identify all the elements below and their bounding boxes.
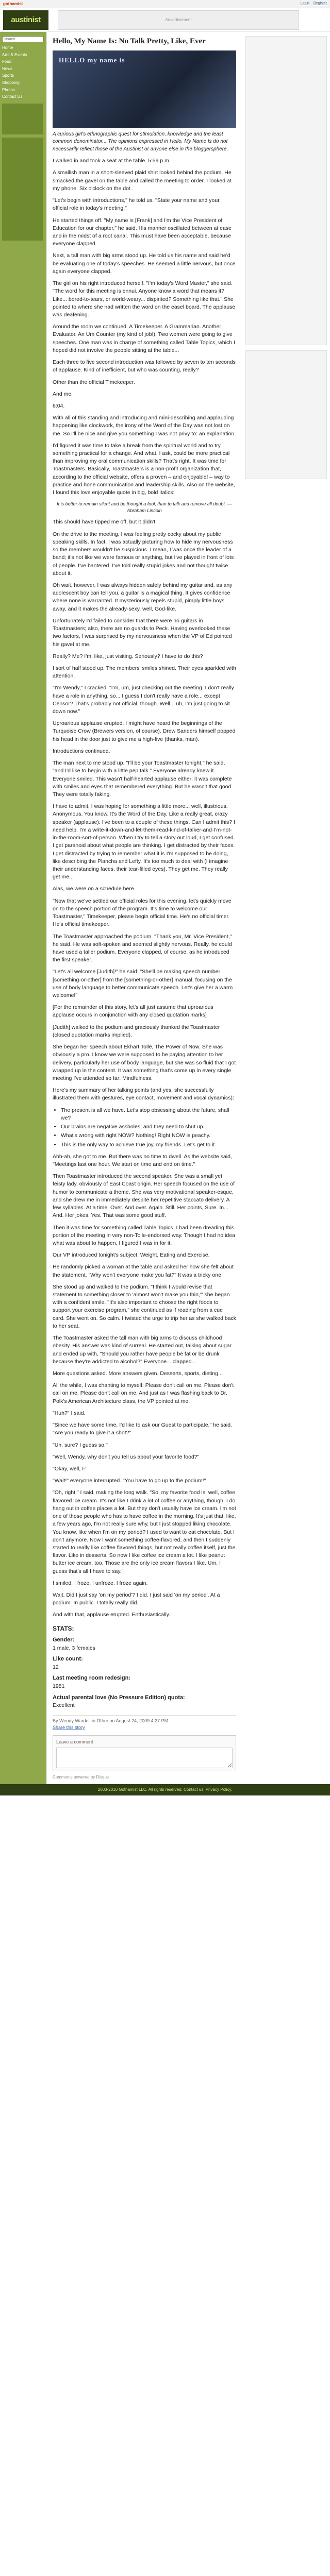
paragraph: Introductions continued. [53,748,110,754]
site-footer: 2003-2010 Gothamist LLC. All rights reserved. Contact us. Privacy Policy. [0,1784,330,1795]
stat-likes-label: Like count: [53,1656,83,1663]
comment-input[interactable] [56,1748,233,1768]
rectangle-ad[interactable] [245,350,327,479]
paragraph: He started things off. "My name is [Frank] and I'm the Vice President of Education for our chapter," he said. His manner oscillated between at ease and in the midst of a root canal. This must have been acceptable, because everyone clapped. [53,217,232,247]
paragraph: Our VP introduced tonight's subject: Weight, Eating and Exercise. [53,1252,210,1259]
post-intro: A curious girl's ethnographic quest for stimulation, knowledge and the least common denominator... The opinions expressed in Hello, My Name Is do not necessarily reflect those of the Austinist or anyone else in the bloggersphere. [53,131,228,152]
paragraph: More questions asked. More answers given. Desserts, sports, dieting... [53,1370,223,1377]
article-body-2 [53,1153,236,1619]
nav-item-sports[interactable]: Sports [2,73,14,78]
pull-quote-attrib: Abraham Lincoln [127,508,162,514]
byline [53,1715,236,1731]
list-item: • Our brains are negative assholes, and they need to shut up. [61,1123,236,1131]
paragraph: He randomly picked a woman at the table and asked her how she felt about the statement, "Why won't everyone make you fat?" It was a tricky one. [53,1264,234,1278]
paragraph: Uproarious applause erupted. I might have heard the beginnings of the Turquoise Crow (Brewers version, of course). Drew Sanders himself popped his head in the door just to give me a high-five (thanks, man). [53,720,236,742]
paragraph: I'd figured it was time to take a break from the spiritual world and to try something practical for a change. And what, I ask, could be more practical than improving my oral communication skills? That's right. It was time for Toastmasters. Basically, Toastmasters is a non-profit organization that, according to the official website, offers a proven – and enjoyable! – way to practice and hone communication and leadership skills. Also on the website, I found this love enjoyable quote in big, bold italics: [53,442,235,496]
nav-item-home[interactable]: Home [2,45,13,50]
right-column [242,32,330,1784]
paragraph: "Wait!" everyone interrupted. "You have to go up to the podium!" [53,1478,206,1484]
post-image [53,50,236,128]
talk-points-list [61,1107,236,1149]
paragraph: "Uh, sure? I guess so." [53,1442,108,1448]
nav-item-food[interactable]: Food [2,59,12,64]
paragraph: "Huh?" I said. [53,1410,86,1416]
paragraph: And with that, applause erupted. Enthusiastically. [53,1612,171,1618]
paragraph: Next, a tall man with big arms stood up. He told us his name and said he'd be evaluating one of today's speeches. He seemed a little nervous, but once again everyone clapped. [53,252,236,275]
paragraph: Alas, we were on a schedule here. [53,886,136,892]
site-header [0,8,330,32]
nav-item-photos[interactable]: Photos [2,87,15,92]
paragraph: I have to admit, I was hoping for something a little more... well, illustrious. Anonymous. You know. It's the Word of the Day. Like a really great, crazy speaker (applause). I've been to a couple of these things. Can I admit this? I need help. I'm a write-it-down-and-let-them-read-kind-of-talker-and-I'm-not-in-the-room-sort-of-person. When I try to tell a story out loud, I get confused. I get paranoid about what people are thinking. I get distracted by their faces. I get distracted by trying to remember what it is I'm supposed to be doing, like describing the Plancha and Lefty. It's too much to deal with (I imagine their understanding faces, their tear-filled eyes). They get me. They really get me... [53,803,235,880]
paragraph: "Now that we've settled our official roles for this evening, let's quickly move on to the speech portion of the program. It's time to welcome our Toastmaster," Timekeeper, please begin official time. He's no official timer. He's official timekeeper. [53,897,232,928]
paragraph: The Toastmaster asked the tall man with big arms to discuss childhood obesity. His answer was kind of surreal. He started out, talking about sugar and ended up with, "Should you rather have people be fat or be drunk because they're addicted to alcohol?" Everyone... clapped... [53,1335,232,1365]
paragraph: With all of this standing and introducing and mini-describing and applauding happening like clockwork, the irony of the Word of the Day was not lost on me. So I'll be nice and give you something I was not privy to: an explanation. [53,415,236,437]
paragraph: Then Toastmaster introduced the second speaker. She was a small yet feisty lady, obviously of East Coast origin. Her speech focused on the use of humor to communicate a theme. She was very motivational speaker-esque, and she drew me in immediately despite her repetitive staccato delivery. A few syllables. At a time. Over. And over. Again. Still. Her points, Sure. In... And. Her jokes. Yes. That was some good stuff. [53,1173,235,1219]
paragraph: [Judith] walked to the podium and graciously thanked the Toastmaster (closed quotation marks implied). [53,1024,220,1038]
paragraph: Wait. Did I just say 'on my period'? I did. I just said 'on my period'. At a podium. In public. I totally really did. [53,1592,220,1606]
article-body [53,157,236,497]
comment-label: Leave a comment [56,1739,93,1744]
paragraph: "Well, Wendy, why don't you tell us about your favorite food?" [53,1453,200,1460]
pull-quote-text: It is better to remain silent and be thought a fool, than to talk and remove all doubt. [57,501,226,507]
paragraph: Then it was time for something called Table Topics. I had been dreading this portion of the meeting in very non-Tolle-endorsed way. Though I had no idea what was about to happen, I figured I was in for it. [53,1224,235,1246]
list-item: • This is the only way to achieve true joy, my friends. Let's get to it. [61,1141,236,1149]
paragraph: "Okay, well, I-" [53,1465,88,1472]
leaderboard-ad[interactable]: Advertisement [58,10,299,30]
skyscraper-ad[interactable] [245,36,327,345]
stat-pressure-value: Excellent [53,1702,75,1709]
paragraph: "I'm Wendy," I cracked. "I'm, um, just checking out the meeting. I don't really have a role in anything, so... I guess I don't really have a role... except Censor? That's probably not official, though. Well... uh, I'm just going to sit down now." [53,685,234,715]
article [46,32,242,1784]
nav-item-contact[interactable]: Contact Us [2,94,23,99]
paragraph: This should have tipped me off, but it didn't. [53,519,157,526]
paragraph: "Let's all welcome [Judith]!" he said. "She'll be making speech number [something-or-other] from the [something-or-other] manual, focusing on the use of body language to better communicate speech. Let's give her a warm welcome!" [53,969,233,999]
register-link[interactable]: Register [313,2,327,6]
paragraph: Oh wait, however, I was always hidden safely behind my guitar and, as any adolescent boy can tell you, a guitar is a magical thing. It gives confidence where none is warranted. It mysteriously repels stupid, pimply little boys away, and it makes the already-sexy, well, God-like. [53,582,233,612]
article-body-cont [53,518,236,1102]
paragraph: 6:04. [53,402,65,409]
share-link[interactable]: Share this story [53,1724,85,1730]
paragraph: "Since we have some time, I'd like to ask our Guest to participate," he said. "Are you ready to give it a shot?" [53,1422,232,1436]
comment-box [53,1735,236,1771]
paragraph: I sort of half stood up. The members' smiles shined. Their eyes sparkled with attention. [53,665,236,680]
paragraph: "Oh, right," I said, making the long walk. "So, my favorite food is, well, coffee flavored ice cream. It's not like I drink a lot of coffee or anything, though. I do hang out in coffee places a lot. But they don't usually have ice cream. I'm not one of those people who has to have coffee in the morning. It's just that, like, a few years ago, I'm not really sure why, but I just stopped liking chocolate. You know, like when I'm on my period? I used to want to eat chocolate. But I don't anymore. Now I want something coffee-flavored, and then I suddenly started to really like coffee flavored things, but not really coffee itself, just the flavor. Like in desserts. So now I like coffee ice cream a lot. I like peanut butter ice cream, too. Those are the only ice cream flavors I like. Um. I guess that's all I have to say." [53,1489,236,1574]
network-logos [3,1,23,7]
paragraph: Really? Me? I'm, like, just visiting. Seriously? I have to do this? [53,653,203,659]
paragraph: The man next to me stood up. "I'll be your Toastmaster tonight," he said, "and I'd like to begin with a little pep talk." Everyone already knew it. Everyone smiled. This wasn't half-hearted applause either: it was complete with smiles and eyes that remembered everything. But he wasn't that good. They were totally faking. [53,760,233,798]
stat-gender-value: 1 male, 3 females [53,1645,95,1652]
nav-item-news[interactable]: News [2,66,13,71]
gothamist-logo[interactable]: gothamist [3,1,23,6]
paragraph: I smiled. I froze. I unfroze. I froze again. [53,1580,148,1586]
austinist-logo[interactable]: austinist [3,10,48,30]
paragraph: Ahh-ah, she got to me. But there was no time to dwell. As the website said, "Meetings last one hour. We start on time and end on time." [53,1153,232,1167]
paragraph: Here's my summary of her talking points (and yes, she successfully illustrated them with gestures, eye contact, movement and vocal dynamics): [53,1087,234,1101]
nav-item-arts[interactable]: Arts & Events [2,52,27,57]
sidebar-ad-tall[interactable] [2,138,43,241]
stat-pressure-label: Actual parental love (No Pressure Edition) quota: [53,1694,185,1701]
paragraph: Other than the official Timekeeper. [53,379,135,385]
list-item: • What's wrong with right NOW? Nothing! Right NOW is peachy. [61,1132,236,1140]
nav-item-shopping[interactable]: Shopping [2,80,20,85]
paragraph: The girl on his right introduced herself. "I'm today's Word Master," she said. "The word for this meeting is ennui. Anyone know a word that means it? Like... bored-to-tears, or world-weary... dispirited? Something like that." She pointed to where she had written the word on the easel board. The applause was deafening. [53,280,236,318]
post-image-text: HELLO my name is [59,56,125,64]
paragraph: [For the remainder of this story, let's all just assume that uproarious applause occurs in conjunction with any closed quotation marks] [53,1004,213,1019]
sidebar-ad[interactable] [2,104,43,134]
paragraph: A smallish man in a short-sleeved plaid shirt looked behind the podium. He smacked the gavel on the table and called the meeting to order. I looked at my phone. Six o'clock on the dot. [53,170,232,192]
paragraph: Each three to five second introduction was followed by seven to ten seconds of applause. Kind of inefficient, but who was counting, really? [53,359,236,374]
paragraph: On the drive to the meeting, I was feeling pretty cocky about my public speaking skills. In fact, I was actually picturing how to hide my nervousness so the members wouldn't be suspicious. I mean, I was once the leader of a band; it's not like we were famous or anything, but I've played in front of lots of people. I've bantered. I've told really stupid jokes and not thought twice about it. [53,531,234,577]
paragraph: Unfortunately I'd failed to consider that there were no guitars in Toastmasters; also, there are no guards to Peck. Having overlooked these two factors, I was surprised by my nervousness when the VP of Ed pointed his gavel at me. [53,617,232,648]
paragraph: All the while, I was chanting to myself: Please don't call on me. Please don't call on me. Please don't call on me. And just as I was flashing back to Dr. Polk's American Architecture class, the VP pointed at me. [53,1382,234,1404]
comments-powered-by: Comments powered by Disqus [53,1774,109,1780]
pull-quote: It is better to remain silent and be thought a fool, than to talk and remove all doubt. — Abraham Lincoln [57,501,232,514]
page-layout [0,32,330,1784]
account-links [301,1,327,6]
login-link[interactable]: Login [300,2,309,6]
paragraph: She stood up and walked to the podium. "I think I would revise that statement to something closer to 'almost won't make you thin,'" she began with a confident smile. "It's also important to choose the right foods to support your exercise program," she continued as if reading from a cue card. She went on. So calm. I twisted the urge to trip her as she walked back to her seat. [53,1283,237,1329]
paragraph: I walked in and took a seat at the table. 5:59 p.m. [53,158,171,164]
search-input[interactable] [2,36,44,42]
paragraph: Around the room we continued. A Timekeeper. A Grammarian. Another Evaluator. An Um Counter (my kind of job!). Two women were going to give speeches. One man was in charge of something called Table Topics, which I hoped did not involve the people sitting at the table... [53,324,235,353]
post-title: Hello, My Name Is: No Talk Pretty, Like, Ever [53,37,206,45]
stat-gender-label: Gender: [53,1637,75,1643]
paragraph: The Toastmaster approached the podium. "Thank you, Mr. Vice President," he said. He was soft-spoken and seemed slightly nervous. Really, he could have used a taller podium. Everyone clapped, of course, as he introduced the first speaker. [53,933,232,963]
stats-heading: STATS: [53,1624,74,1632]
stat-redesign-value: 1981 [53,1683,65,1690]
byline-text: By Wendy Wardell in Other on August 24, 2009 4:27 PM [53,1718,169,1723]
stat-likes-value: 12 [53,1664,59,1671]
list-item: • The present is all we have. Let's stop obsessing about the future, shall we? [61,1107,236,1122]
paragraph: She began her speech about Ekhart Tolle, The Power of Now. She was obviously a pro. I know we were supposed to be paying attention to her delivery, particularly her use of body language, but she was so fluid that I got wrapped up in the content. It was something that's come up in every single meeting I've attended so far: Mindfulness. [53,1044,236,1081]
left-sidebar [0,32,46,1784]
paragraph: "Let's begin with introductions," he told us. "State your name and your official role in today's meeting." [53,197,220,212]
topbar [0,0,330,8]
stat-redesign-label: Last meeting room redesign: [53,1675,130,1682]
paragraph: And me. [53,391,73,397]
